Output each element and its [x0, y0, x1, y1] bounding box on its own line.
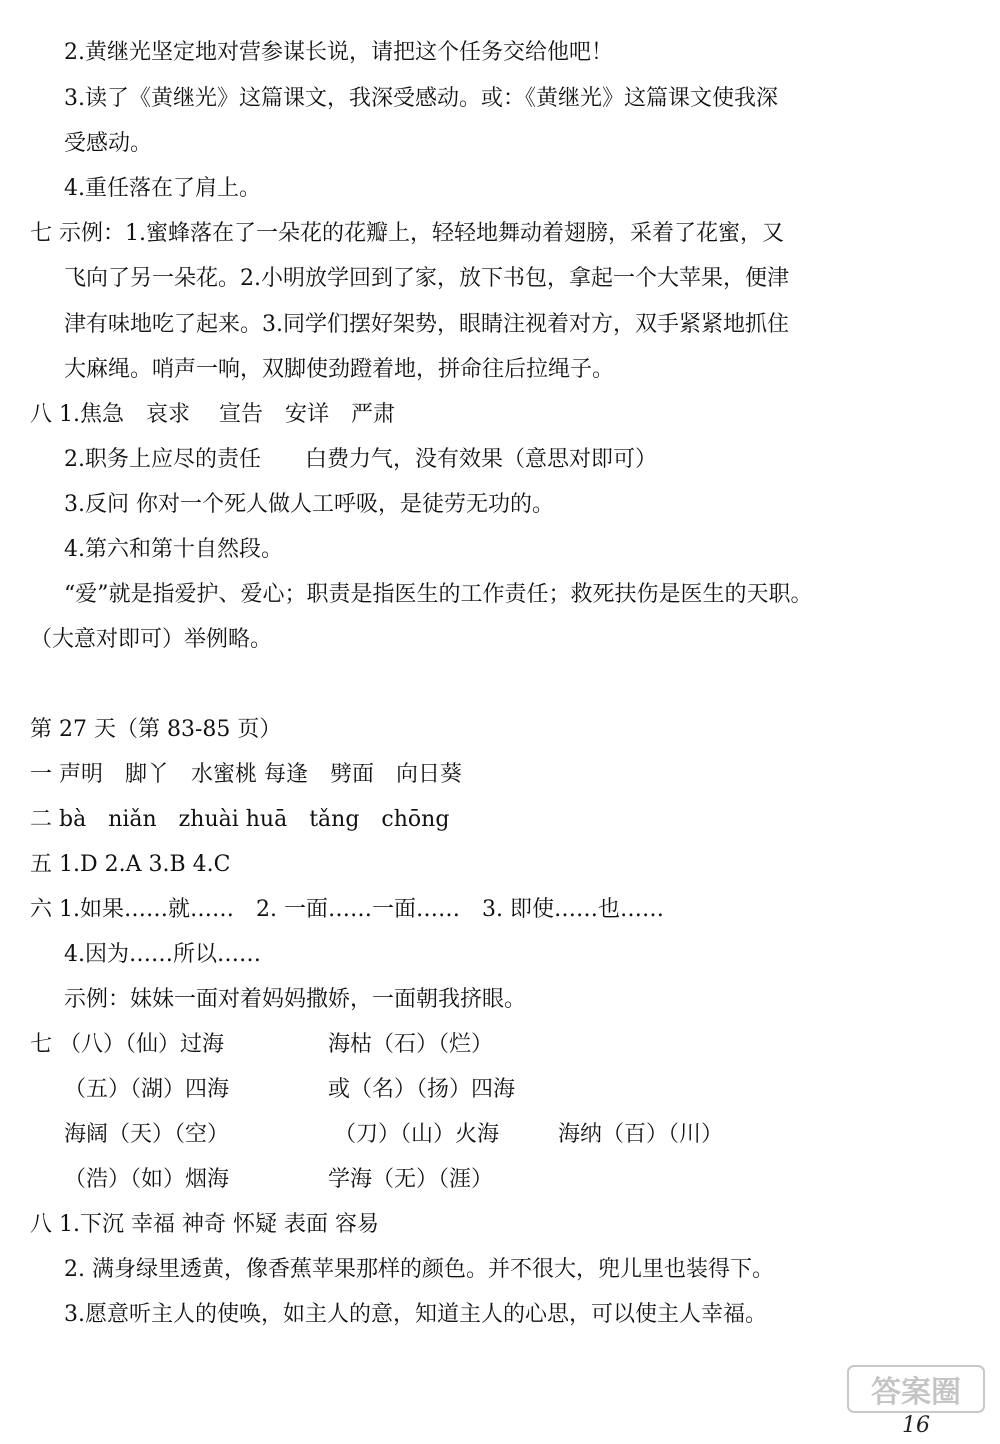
- idiom-cell: 七 （八）（仙）过海: [30, 1032, 224, 1057]
- answer-line: “爱”就是指爱护、爱心；职责是指医生的工作责任；救死扶伤是医生的天职。: [64, 582, 813, 607]
- answer-line: 3.愿意听主人的使唤，如主人的意，知道主人的心思，可以使主人幸福。: [64, 1302, 767, 1327]
- page-number: 16: [902, 1413, 930, 1436]
- watermark-text: 答案圈: [871, 1375, 961, 1410]
- idiom-cell: 海枯（石）（烂）: [328, 1032, 494, 1057]
- section-6-line: 六 1.如果……就…… 2. 一面……一面…… 3. 即使……也……: [30, 897, 664, 922]
- idiom-cell: 海阔（天）（空）: [64, 1122, 230, 1147]
- idiom-cell: 或（名）（扬）四海: [328, 1077, 516, 1102]
- idiom-row: [64, 1165, 934, 1195]
- answer-line: 津有味地吃了起来。3.同学们摆好架势，眼睛注视着对方，双手紧紧地抓住: [64, 312, 789, 337]
- answer-line: 受感动。: [64, 131, 153, 156]
- answer-line: 4.重任落在了肩上。: [64, 176, 261, 201]
- section-7-line: 七 示例：1.蜜蜂落在了一朵花的花瓣上，轻轻地舞动着翅膀，采着了花蜜，又: [30, 221, 784, 246]
- section-2-line: 二 bà niǎn zhuài huā tǎng chōng: [30, 807, 450, 832]
- answer-line: 大麻绳。哨声一响，双脚使劲蹬着地，拼命往后拉绳子。: [64, 357, 615, 382]
- answer-line: 2.职务上应尽的责任 白费力气，没有效果（意思对即可）: [64, 447, 657, 472]
- day-heading: 第 27 天（第 83-85 页）: [30, 717, 282, 742]
- answer-line: 2.黄继光坚定地对营参谋长说，请把这个任务交给他吧！: [64, 40, 613, 65]
- watermark-logo: [846, 1362, 986, 1436]
- answer-line: 3.读了《黄继光》这篇课文，我深受感动。或：《黄继光》这篇课文使我深: [64, 86, 778, 111]
- idiom-row: [64, 1120, 934, 1150]
- answer-line: 飞向了另一朵花。2.小明放学回到了家，放下书包，拿起一个大苹果，便津: [64, 266, 789, 291]
- watermark-stamp-icon: [846, 1362, 986, 1436]
- section-8-line: 八 1.下沉 幸福 神奇 怀疑 表面 容易: [30, 1212, 379, 1237]
- answer-line: 4.第六和第十自然段。: [64, 537, 283, 562]
- answer-line: （大意对即可）举例略。: [30, 627, 273, 652]
- idiom-cell: （浩）（如）烟海: [64, 1167, 230, 1192]
- answer-line: 4.因为……所以……: [64, 942, 261, 967]
- section-1-line: 一 声明 脚丫 水蜜桃 每逢 劈面 向日葵: [30, 762, 462, 787]
- answer-line: 2. 满身绿里透黄，像香蕉苹果那样的颜色。并不很大，兜儿里也装得下。: [64, 1257, 774, 1282]
- idiom-cell: 学海（无）（涯）: [328, 1167, 494, 1192]
- idiom-cell: （刀）（山）火海: [334, 1122, 500, 1147]
- idiom-row: [30, 1030, 930, 1060]
- answer-line: 示例：妹妹一面对着妈妈撒娇，一面朝我挤眼。: [64, 987, 527, 1012]
- idiom-cell: 海纳（百）（川）: [558, 1122, 724, 1147]
- idiom-cell: （五）（湖）四海: [64, 1077, 230, 1102]
- answer-line: 3.反问 你对一个死人做人工呼吸，是徒劳无功的。: [64, 492, 554, 517]
- section-8-line: 八 1.焦急 哀求 宣告 安详 严肃: [30, 402, 395, 427]
- idiom-row: [64, 1075, 934, 1105]
- section-5-line: 五 1.D 2.A 3.B 4.C: [30, 852, 231, 877]
